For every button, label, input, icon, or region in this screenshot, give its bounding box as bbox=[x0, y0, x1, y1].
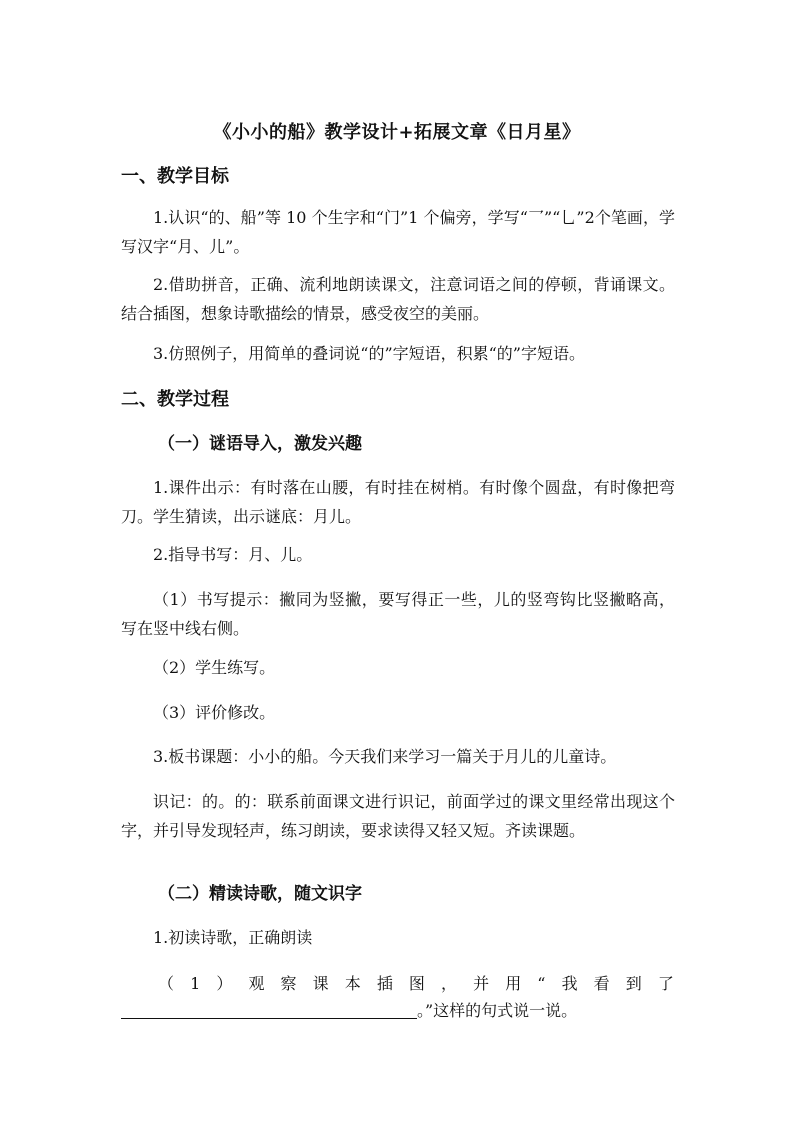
char: 本 bbox=[344, 974, 361, 993]
process-heading: 二、教学过程 bbox=[121, 389, 229, 410]
paragraph-observe-line1 bbox=[158, 969, 674, 998]
char: 我 bbox=[561, 974, 578, 993]
char: （ bbox=[158, 974, 175, 993]
char: 到 bbox=[625, 974, 642, 993]
subsection-1-heading: （一）谜语导入，激发兴趣 bbox=[158, 434, 362, 454]
fill-in-blank bbox=[121, 1000, 417, 1019]
char: ） bbox=[216, 974, 233, 993]
char: “ bbox=[537, 974, 546, 993]
sentence-tail: 。”这样的句式说一说。 bbox=[417, 1001, 578, 1020]
char: 课 bbox=[312, 974, 329, 993]
char: 了 bbox=[657, 974, 674, 993]
subsection-2-heading: （二）精读诗歌，随文识字 bbox=[158, 884, 362, 904]
char: 并 bbox=[473, 974, 490, 993]
paragraph-practice: （2）学生练写。 bbox=[153, 658, 276, 677]
char: 看 bbox=[593, 974, 610, 993]
paragraph-writing-tips: （1）书写提示：撇同为竖撇，要写得正一些，儿的竖弯钩比竖撇略高，写在竖中线右侧。 bbox=[121, 590, 675, 638]
objective-3: 3.仿照例子，用简单的叠词说“的”字短语，积累“的”字短语。 bbox=[153, 344, 585, 363]
paragraph-first-read: 1.初读诗歌，正确朗读 bbox=[153, 928, 313, 947]
objective-1: 1.认识“的、船”等 10 个生字和“门”1 个偏旁，学写“乛”“乚”2个笔画，学写汉字“月、儿”。 bbox=[121, 208, 675, 256]
char: 察 bbox=[280, 974, 297, 993]
page-title: 《小小的船》教学设计+拓展文章《日月星》 bbox=[213, 122, 581, 143]
char: 观 bbox=[248, 974, 265, 993]
paragraph-writing-guide: 2.指导书写：月、儿。 bbox=[153, 545, 313, 564]
char: ， bbox=[441, 974, 458, 993]
char: 1 bbox=[190, 974, 201, 993]
char: 用 bbox=[505, 974, 522, 993]
objectives-heading: 一、教学目标 bbox=[121, 166, 229, 187]
char: 插 bbox=[376, 974, 393, 993]
objective-2: 2.借助拼音，正确、流利地朗读课文，注意词语之间的停顿，背诵课文。结合插图，想象诗歌描绘的情景，感受夜空的美丽。 bbox=[121, 275, 675, 323]
paragraph-evaluate: （3）评价修改。 bbox=[153, 703, 276, 722]
paragraph-riddle: 1.课件出示：有时落在山腰，有时挂在树梢。有时像个圆盘，有时像把弯刀。学生猜读，出示谜底：月儿。 bbox=[121, 478, 675, 526]
char: 图 bbox=[408, 974, 425, 993]
paragraph-memorize: 识记：的。的：联系前面课文进行识记，前面学过的课文里经常出现这个字，并引导发现轻声，练习朗读，要求读得又轻又短。齐读课题。 bbox=[121, 792, 675, 840]
paragraph-observe-line2 bbox=[121, 996, 577, 1025]
paragraph-board-title: 3.板书课题：小小的船。今天我们来学习一篇关于月儿的儿童诗。 bbox=[153, 747, 617, 766]
